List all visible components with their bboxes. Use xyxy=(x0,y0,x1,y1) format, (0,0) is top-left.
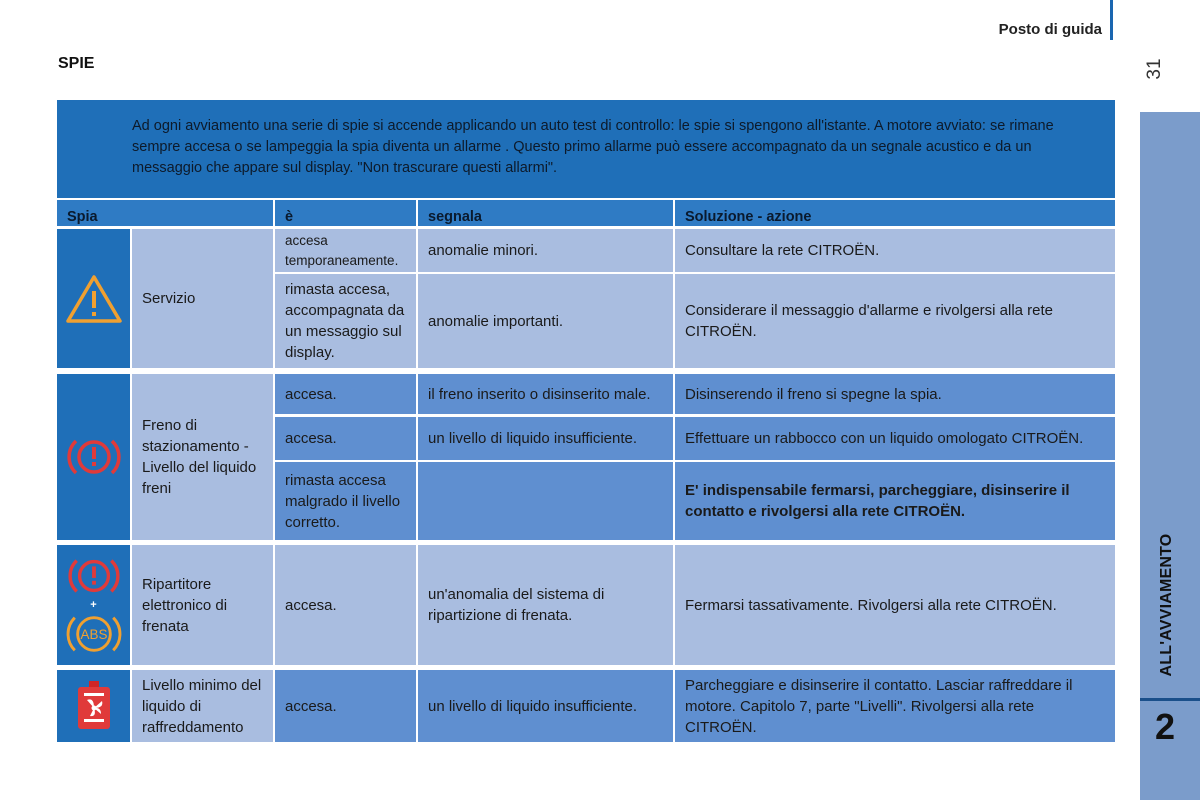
abs-icon xyxy=(64,610,124,658)
plus-sign: + xyxy=(90,599,97,611)
ripartitore-icon-cell xyxy=(57,545,130,665)
servizio-icon-cell xyxy=(57,229,130,368)
freno-row3-signal xyxy=(418,462,673,540)
servizio-row2-state: rimasta accesa, accompagnata da un messaggio sul display. xyxy=(275,274,416,368)
freno-row2-solution: Effettuare un rabbocco con un liquido omologato CITROËN. xyxy=(675,417,1115,460)
page-number: 31 xyxy=(1144,58,1165,80)
servizio-row1-solution: Consultare la rete CITROËN. xyxy=(675,229,1115,272)
freno-row3-solution: E' indispensabile fermarsi, parcheggiare, disinserire il contatto e rivolgersi alla rete CITROËN. xyxy=(675,462,1115,540)
freno-name: Freno di stazionamento - Livello del liquido freni xyxy=(132,374,273,540)
intro-text: Ad ogni avviamento una serie di spie si accende applicando un auto test di controllo: le spie si spengono all'istante. A motore avviato: se rimane sempre accesa o se lampeggia la spia diventa un allarme . Questo primo allarme può essere accompagnato da un segnale acustico e da un messaggio che appare sul display. "Non trascurare questi allarmi". xyxy=(132,118,1054,176)
servizio-name: Servizio xyxy=(132,229,273,368)
brake-warning-icon xyxy=(64,432,124,482)
freno-row2-state: accesa. xyxy=(275,417,416,460)
ripartitore-signal: un'anomalia del sistema di ripartizione di frenata. xyxy=(418,545,673,665)
servizio-row2-signal: anomalie importanti. xyxy=(418,274,673,368)
column-header-e: è xyxy=(275,200,416,226)
chapter-label: ALL'AVVIAMENTO xyxy=(1158,533,1175,677)
freno-row2-signal: un livello di liquido insufficiente. xyxy=(418,417,673,460)
servizio-row1-state: accesa temporaneamente. xyxy=(275,229,416,272)
warning-triangle-icon xyxy=(65,273,123,325)
freno-row1-solution: Disinserendo il freno si spegne la spia. xyxy=(675,374,1115,414)
freno-icon-cell xyxy=(57,374,130,540)
raffreddamento-state: accesa. xyxy=(275,670,416,742)
raffreddamento-name: Livello minimo del liquido di raffreddamento xyxy=(132,670,273,742)
column-header-segnala: segnala xyxy=(418,200,673,226)
page-header-title: Posto di guida xyxy=(998,21,1102,38)
chapter-number: 2 xyxy=(1154,706,1176,747)
ripartitore-solution: Fermarsi tassativamente. Rivolgersi alla rete CITROËN. xyxy=(675,545,1115,665)
ripartitore-name: Ripartitore elettronico di frenata xyxy=(132,545,273,665)
header-rule xyxy=(1110,0,1113,40)
freno-row3-state: rimasta accesa malgrado il livello corretto. xyxy=(275,462,416,540)
brake-warning-icon xyxy=(64,552,124,600)
abs-label: ABS xyxy=(80,626,107,642)
column-header-spia: Spia xyxy=(57,200,273,226)
coolant-level-icon xyxy=(74,679,114,733)
chapter-rule xyxy=(1140,698,1200,701)
raffreddamento-icon-cell xyxy=(57,670,130,742)
servizio-row2-solution: Considerare il messaggio d'allarme e rivolgersi alla rete CITROËN. xyxy=(675,274,1115,368)
freno-row1-state: accesa. xyxy=(275,374,416,414)
ripartitore-state: accesa. xyxy=(275,545,416,665)
raffreddamento-signal: un livello di liquido insufficiente. xyxy=(418,670,673,742)
raffreddamento-solution: Parcheggiare e disinserire il contatto. Lasciar raffreddare il motore. Capitolo 7, parte "Livelli". Rivolgersi alla rete CITROËN. xyxy=(675,670,1115,742)
intro-box xyxy=(57,100,1115,198)
section-title: SPIE xyxy=(58,55,95,72)
servizio-row1-signal: anomalie minori. xyxy=(418,229,673,272)
column-header-soluzione: Soluzione - azione xyxy=(675,200,1115,226)
freno-row1-signal: il freno inserito o disinserito male. xyxy=(418,374,673,414)
